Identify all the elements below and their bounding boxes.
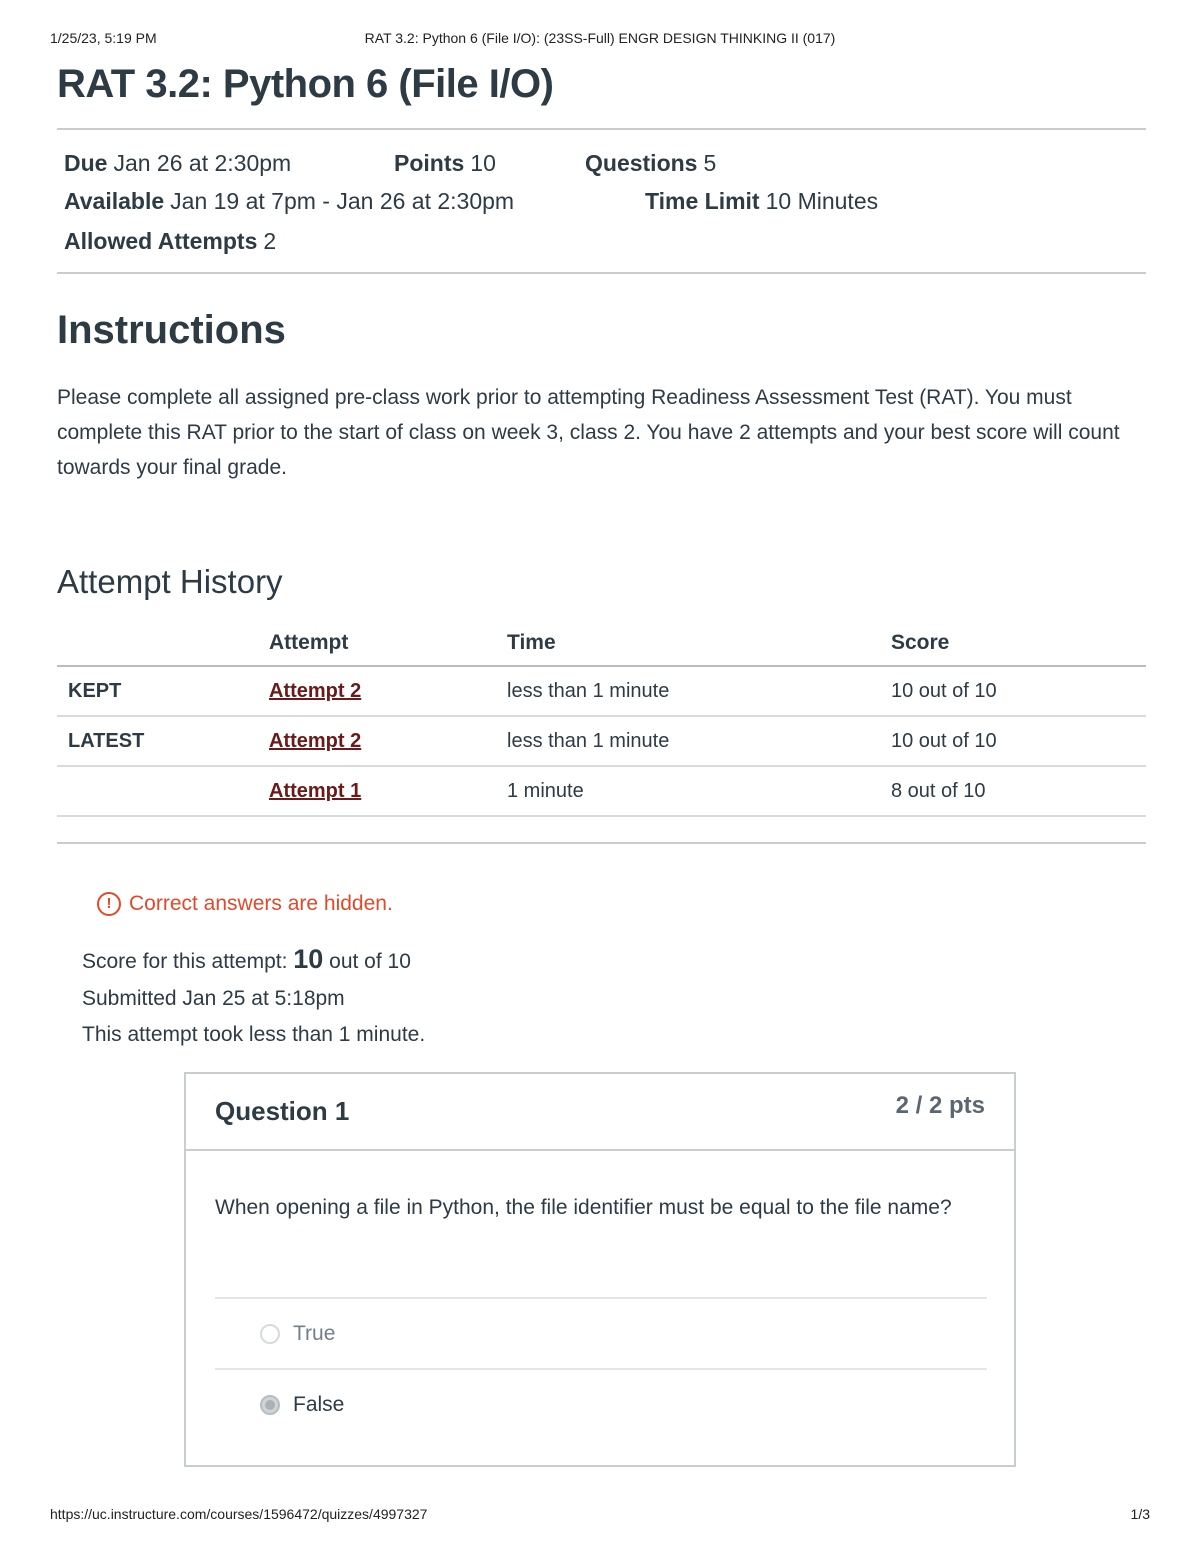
answer-option-true[interactable] — [260, 1322, 335, 1346]
answer-option-false[interactable] — [260, 1393, 344, 1417]
radio-icon[interactable] — [260, 1324, 280, 1344]
attempt-time: 1 minute — [507, 766, 891, 816]
answer-label: False — [293, 1393, 345, 1416]
instructions-text: Please complete all assigned pre-class work prior to attempting Readiness Assessment Test (RAT). You must complete this RAT prior to the start of class on week 3, class 2. You have 2 attempts and your best score will count towards your final grade. — [57, 386, 1120, 479]
page-url: https://uc.instructure.com/courses/1596472/quizzes/4997327 — [50, 1506, 428, 1522]
divider — [57, 272, 1146, 274]
page-number: 1/3 — [1130, 1506, 1150, 1522]
attempt-time: less than 1 minute — [507, 666, 891, 716]
answer-label: True — [293, 1322, 336, 1345]
print-doc-title: RAT 3.2: Python 6 (File I/O): (23SS-Full) ENGR DESIGN THINKING II (017) — [364, 30, 836, 46]
column-header-time: Time — [507, 621, 891, 666]
question-text: When opening a file in Python, the file identifier must be equal to the file name? — [215, 1196, 952, 1219]
row-label: KEPT — [57, 666, 269, 716]
answer-divider — [215, 1368, 987, 1370]
attempt-history-heading: Attempt History — [57, 563, 283, 600]
question-title: Question 1 — [215, 1096, 350, 1126]
table-row — [57, 716, 1146, 766]
points-detail: Points 10 — [394, 150, 496, 176]
attempt-score-line: Score for this attempt: 10 out of 10 — [82, 944, 411, 974]
answer-divider — [215, 1297, 987, 1299]
attempt-score-value: 10 — [293, 944, 324, 974]
question-card — [184, 1072, 1016, 1467]
print-footer — [50, 1506, 1150, 1522]
answers-hidden-notice — [97, 892, 393, 916]
radio-selected-icon[interactable] — [260, 1395, 280, 1415]
page-title: RAT 3.2: Python 6 (File I/O) — [57, 62, 554, 106]
divider — [57, 842, 1146, 844]
column-header-attempt: Attempt — [269, 621, 507, 666]
table-row — [57, 766, 1146, 816]
attempt-link[interactable]: Attempt 2 — [269, 679, 362, 702]
question-header — [186, 1074, 1014, 1151]
print-datetime: 1/25/23, 5:19 PM — [50, 30, 157, 46]
instructions-heading: Instructions — [57, 308, 286, 352]
attempt-score: 8 out of 10 — [891, 766, 1146, 816]
attempt-score: 10 out of 10 — [891, 666, 1146, 716]
column-header-label — [57, 621, 269, 666]
attempt-history-table — [57, 621, 1146, 817]
print-header — [50, 30, 1150, 46]
divider — [57, 128, 1146, 130]
attempt-link[interactable]: Attempt 1 — [269, 779, 362, 802]
row-label: LATEST — [57, 716, 269, 766]
submitted-time: Submitted Jan 25 at 5:18pm — [82, 987, 345, 1010]
column-header-score: Score — [891, 621, 1146, 666]
attempt-score: 10 out of 10 — [891, 716, 1146, 766]
answers-hidden-text: Correct answers are hidden. — [129, 892, 393, 915]
table-header-row — [57, 621, 1146, 666]
allowed-attempts-detail: Allowed Attempts 2 — [64, 228, 277, 254]
time-limit-detail: Time Limit 10 Minutes — [645, 188, 879, 214]
due-detail: Due Jan 26 at 2:30pm — [64, 150, 292, 176]
warning-icon: ! — [97, 892, 121, 916]
question-points: 2 / 2 pts — [895, 1092, 985, 1119]
available-detail: Available Jan 19 at 7pm - Jan 26 at 2:30pm — [64, 188, 515, 214]
questions-detail: Questions 5 — [585, 150, 717, 176]
attempt-link[interactable]: Attempt 2 — [269, 729, 362, 752]
attempt-time: less than 1 minute — [507, 716, 891, 766]
table-row — [57, 666, 1146, 716]
row-label — [57, 766, 269, 816]
attempt-duration: This attempt took less than 1 minute. — [82, 1023, 426, 1046]
